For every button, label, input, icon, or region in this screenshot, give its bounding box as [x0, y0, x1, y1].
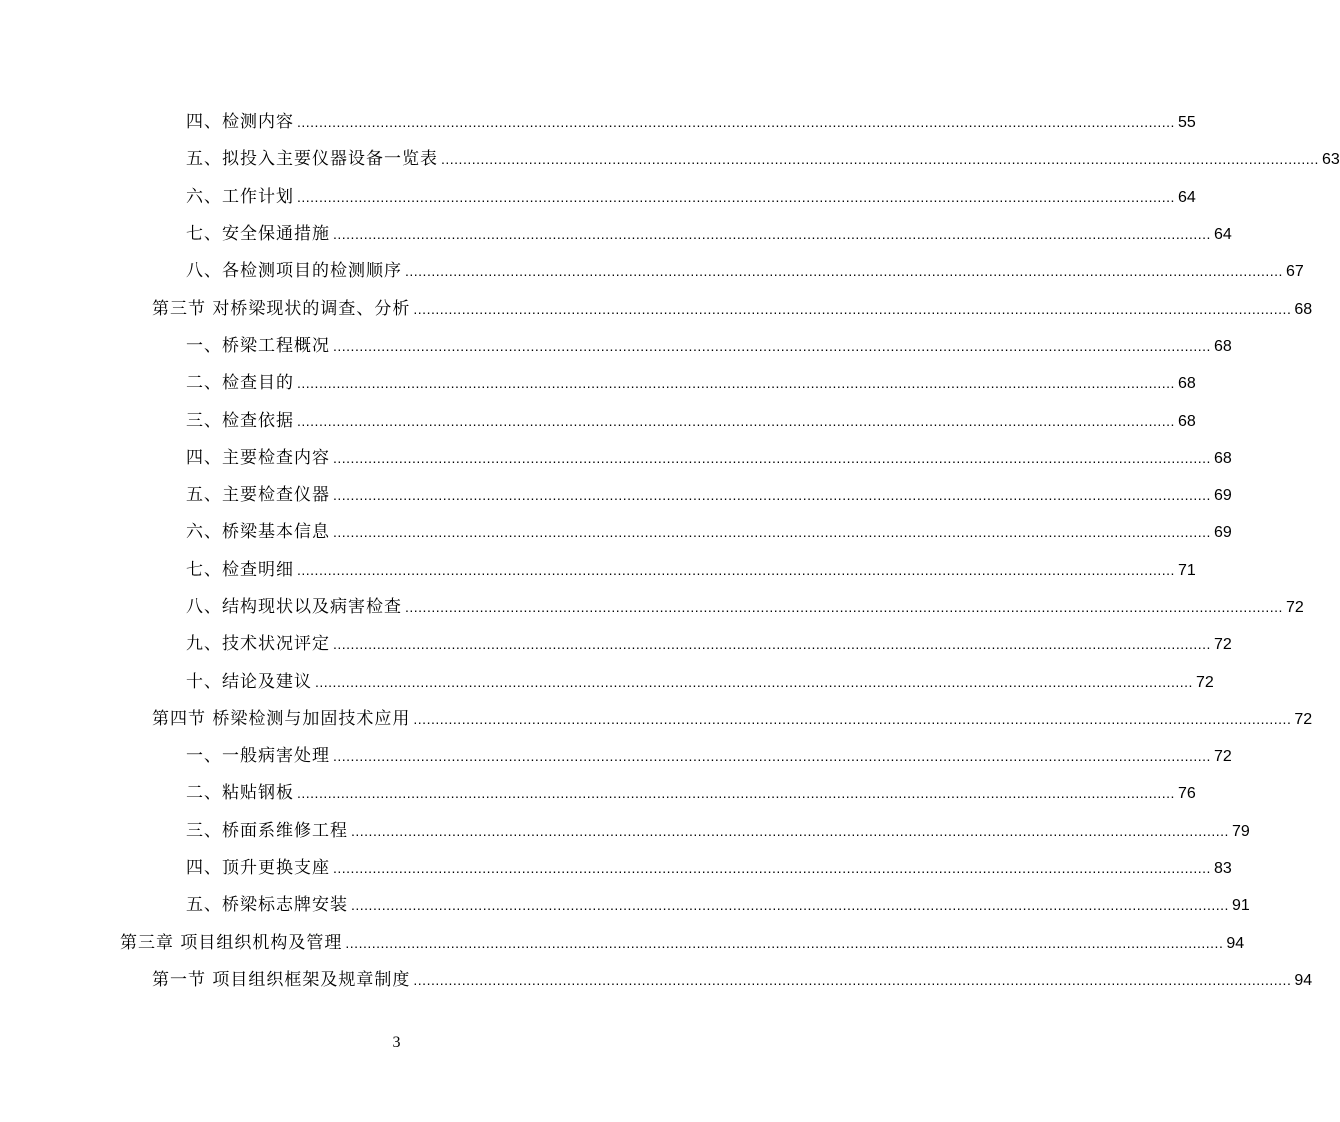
- toc-entry-page: 67: [1285, 263, 1304, 281]
- toc-entry[interactable]: [0, 325, 1232, 362]
- dot-leader: ........................................................................................................................................................................................................: [441, 151, 1319, 168]
- toc-entry[interactable]: [0, 138, 1340, 175]
- dot-leader: ........................................................................................................................................................................................................: [345, 934, 1224, 951]
- dot-leader: ........................................................................................................................................................................................................: [333, 524, 1211, 541]
- toc-entry[interactable]: [0, 735, 1232, 772]
- toc-entry-page: 68: [1177, 375, 1196, 393]
- toc-entry-label: 二、粘贴钢板: [186, 783, 294, 804]
- toc-entry-label: 四、顶升更换支座: [186, 858, 330, 879]
- toc-entry-label: 五、主要检查仪器: [186, 485, 330, 506]
- dot-leader: ........................................................................................................................................................................................................: [351, 822, 1229, 839]
- dot-leader: ........................................................................................................................................................................................................: [297, 375, 1175, 392]
- toc-entry-label: 十、结论及建议: [186, 671, 312, 692]
- toc-entry-page: 55: [1177, 114, 1196, 132]
- dot-leader: ........................................................................................................................................................................................................: [297, 561, 1175, 578]
- dot-leader: ........................................................................................................................................................................................................: [333, 636, 1211, 653]
- toc-entry-label: 九、技术状况评定: [186, 634, 330, 655]
- toc-entry-label: 五、拟投入主要仪器设备一览表: [186, 149, 438, 170]
- toc-entry-page: 91: [1231, 897, 1250, 915]
- toc-entry[interactable]: [0, 922, 1245, 959]
- toc-entry-page: 72: [1195, 673, 1214, 691]
- dot-leader: ........................................................................................................................................................................................................: [333, 748, 1211, 765]
- toc-entry-page: 64: [1213, 226, 1232, 244]
- dot-leader: ........................................................................................................................................................................................................: [333, 337, 1211, 354]
- toc-entry-page: 72: [1294, 710, 1313, 728]
- toc-entry-page: 68: [1213, 337, 1232, 355]
- toc-entry-page: 68: [1213, 449, 1232, 467]
- toc-entry-page: 76: [1177, 785, 1196, 803]
- dot-leader: ........................................................................................................................................................................................................: [333, 449, 1211, 466]
- toc-entry[interactable]: [0, 884, 1250, 921]
- toc-entry-page: 63: [1321, 151, 1340, 169]
- toc-entry-label: 五、桥梁标志牌安装: [186, 895, 348, 916]
- toc-entry[interactable]: [0, 250, 1304, 287]
- toc-entry-page: 72: [1285, 599, 1304, 616]
- dot-leader: ........................................................................................................................................................................................................: [333, 226, 1211, 243]
- toc-entry-label: 八、各检测项目的检测顺序: [186, 261, 402, 282]
- dot-leader: ........................................................................................................................................................................................................: [405, 599, 1283, 615]
- toc-entry[interactable]: [0, 810, 1250, 847]
- toc-entry[interactable]: [0, 623, 1232, 660]
- toc-entry[interactable]: [0, 511, 1232, 548]
- toc-entry-label: 第三节 对桥梁现状的调查、分析: [152, 298, 411, 319]
- toc-entry[interactable]: [0, 362, 1196, 399]
- dot-leader: ........................................................................................................................................................................................................: [297, 114, 1175, 131]
- toc-entry[interactable]: [0, 474, 1232, 511]
- toc-entry[interactable]: [0, 176, 1196, 213]
- dot-leader: ........................................................................................................................................................................................................: [413, 971, 1292, 988]
- dot-leader: ........................................................................................................................................................................................................: [413, 710, 1292, 727]
- toc-entry-page: 68: [1177, 412, 1196, 430]
- toc-entry-label: 三、桥面系维修工程: [186, 820, 348, 841]
- dot-leader: ........................................................................................................................................................................................................: [413, 300, 1292, 317]
- toc-entry-page: 94: [1294, 971, 1313, 989]
- toc-entry-page: 72: [1213, 748, 1232, 766]
- toc-entry[interactable]: [0, 660, 1214, 697]
- dot-leader: ........................................................................................................................................................................................................: [297, 188, 1175, 205]
- toc-entry-label: 一、桥梁工程概况: [186, 335, 330, 356]
- dot-leader: ........................................................................................................................................................................................................: [333, 860, 1211, 877]
- dot-leader: ........................................................................................................................................................................................................: [315, 673, 1193, 690]
- dot-leader: ........................................................................................................................................................................................................: [297, 785, 1175, 802]
- toc-entry[interactable]: [0, 399, 1196, 436]
- toc-entry[interactable]: [0, 101, 1196, 138]
- toc-entry[interactable]: [0, 437, 1232, 474]
- toc-entry-page: 94: [1226, 934, 1245, 952]
- toc-entry-label: 六、桥梁基本信息: [186, 522, 330, 543]
- dot-leader: ........................................................................................................................................................................................................: [351, 897, 1229, 914]
- toc-entry-page: 69: [1213, 487, 1232, 505]
- toc-entry-page: 69: [1213, 524, 1232, 542]
- table-of-contents: [0, 101, 1340, 996]
- toc-entry[interactable]: [0, 698, 1313, 735]
- dot-leader: ........................................................................................................................................................................................................: [333, 487, 1211, 504]
- toc-entry[interactable]: [0, 586, 1304, 623]
- toc-entry[interactable]: [0, 213, 1232, 250]
- toc-entry[interactable]: [0, 287, 1313, 324]
- toc-entry-label: 一、一般病害处理: [186, 746, 330, 767]
- toc-entry-label: 七、安全保通措施: [186, 224, 330, 245]
- toc-entry[interactable]: [0, 847, 1232, 884]
- toc-entry-label: 第三章 项目组织机构及管理: [120, 932, 343, 953]
- toc-entry-label: 四、主要检查内容: [186, 447, 330, 468]
- toc-entry-label: 三、检查依据: [186, 410, 294, 431]
- toc-entry-label: 八、结构现状以及病害检查: [186, 597, 402, 617]
- toc-entry-page: 68: [1294, 300, 1313, 318]
- toc-entry-label: 二、检查目的: [186, 373, 294, 394]
- toc-entry[interactable]: [0, 549, 1196, 586]
- toc-entry-label: 第一节 项目组织框架及规章制度: [152, 969, 411, 990]
- toc-entry-label: 第四节 桥梁检测与加固技术应用: [152, 708, 411, 729]
- toc-entry-label: 四、检测内容: [186, 112, 294, 133]
- toc-entry-page: 83: [1213, 860, 1232, 878]
- dot-leader: ........................................................................................................................................................................................................: [405, 263, 1283, 280]
- toc-entry-page: 72: [1213, 636, 1232, 654]
- page-number: 3: [392, 1034, 401, 1051]
- toc-entry[interactable]: [0, 772, 1196, 809]
- toc-entry[interactable]: [0, 959, 1313, 996]
- toc-entry-label: 六、工作计划: [186, 186, 294, 207]
- toc-entry-label: 七、检查明细: [186, 559, 294, 580]
- toc-entry-page: 64: [1177, 188, 1196, 206]
- dot-leader: ........................................................................................................................................................................................................: [297, 412, 1175, 429]
- toc-entry-page: 79: [1231, 822, 1250, 840]
- toc-entry-page: 71: [1177, 561, 1196, 579]
